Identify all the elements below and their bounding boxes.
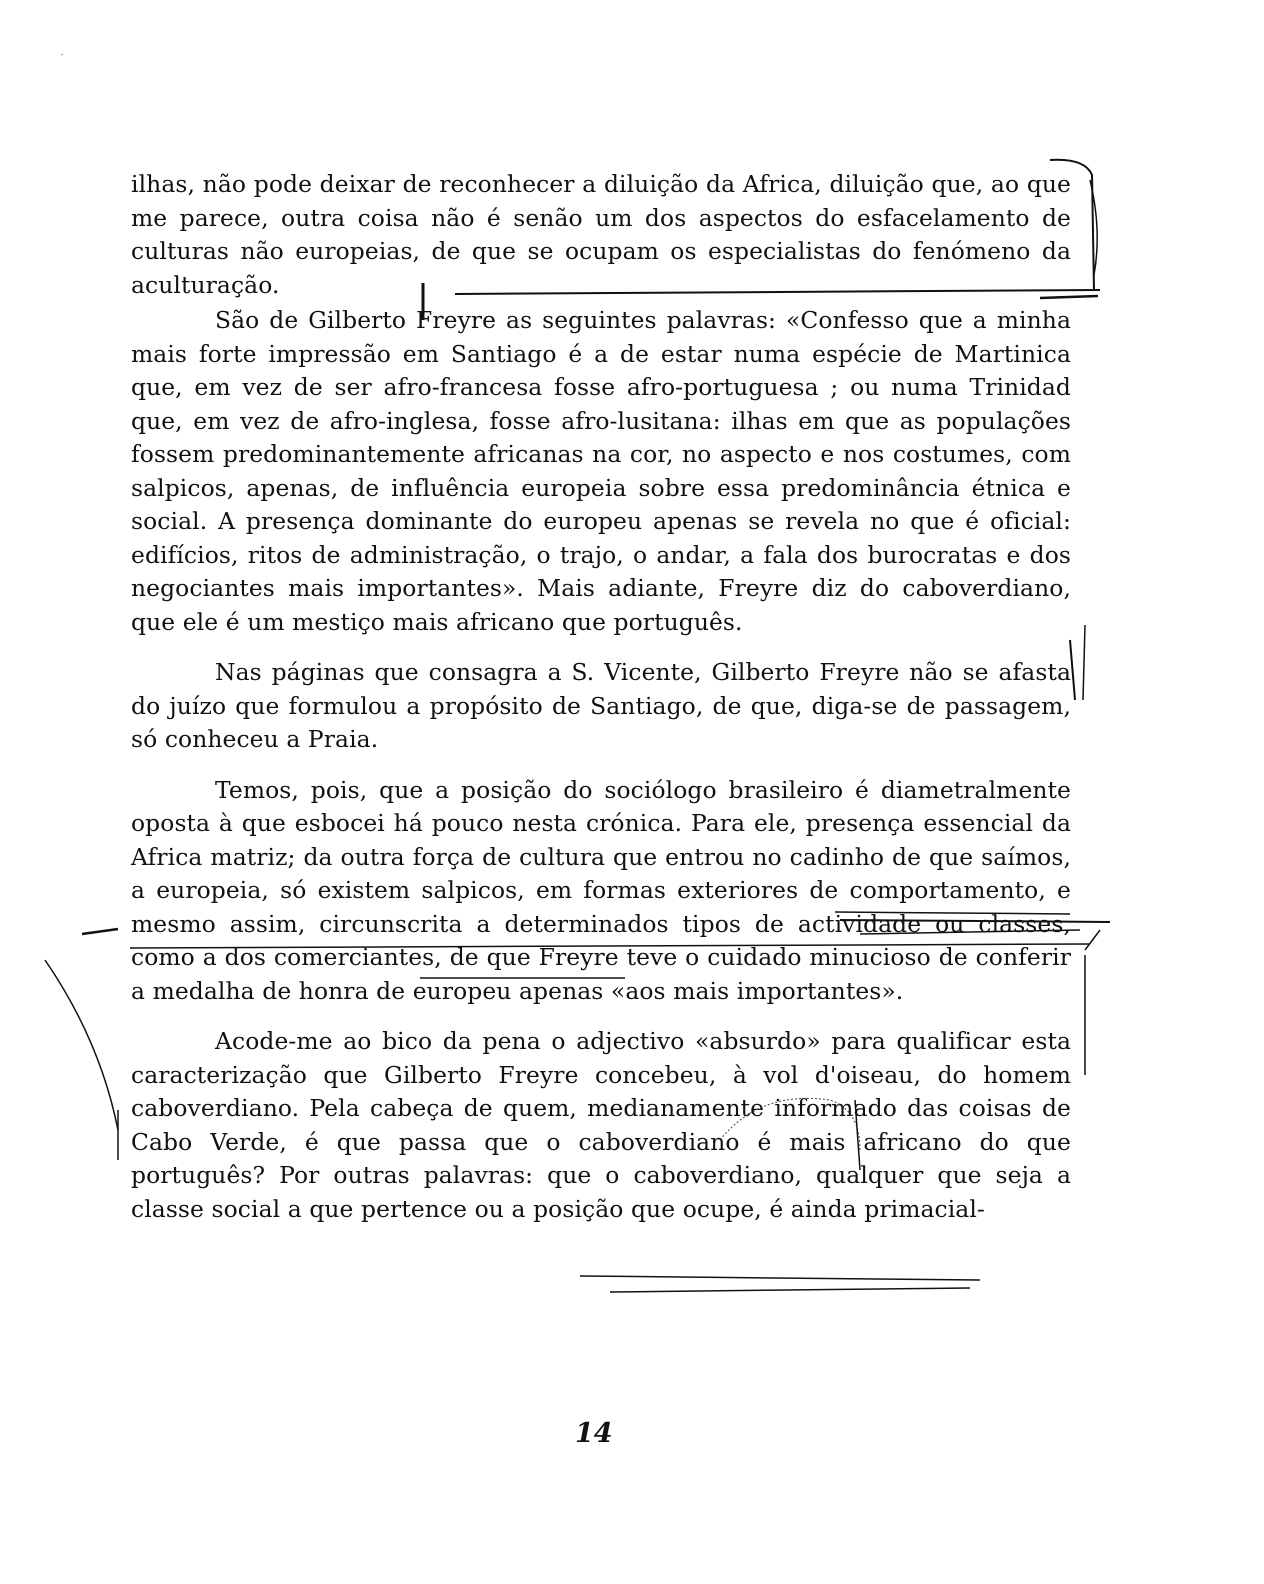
strike-cadinho xyxy=(860,930,1080,934)
paper-speck: · xyxy=(60,48,64,62)
underline-line-2 xyxy=(130,944,1090,948)
paragraph-5: Acode-me ao bico da pena o adjectivo «absurdo» para qualificar esta caracterização que Gilberto Freyre concebeu, à vol d'oiseau, do homem caboverdiano. Pela cabeça de quem, medianamente informado das coisas de Cabo Verde, é que passa que o caboverdiano é mais africano do que português? Por outras palavras: que o caboverdiano, qualquer que seja a classe social a que pertence ou a posição que ocupe, é ainda primacial- xyxy=(131,1027,1071,1223)
underline-end xyxy=(1040,296,1098,298)
right-bracket-top xyxy=(1085,930,1100,950)
paragraph-3: Nas páginas que consagra a S. Vicente, Gilberto Freyre não se afasta do juízo que formulou a propósito de Santiago, de que, diga-se de passagem, só conheceu a Praia. xyxy=(131,658,1071,753)
margin-bracket-top xyxy=(1050,160,1094,290)
left-arrow xyxy=(82,929,118,934)
paragraph-4: Temos, pois, que a posição do sociólogo brasileiro é diametralmente oposta à que esbocei há pouco nesta crónica. Para ele, presença essencial da Africa matriz; da outra força de cultura que entrou no cadinho de que saímos, a europeia, só existem salpicos, em formas exteriores de comportamento, e mesmo assim, circunscrita a determinados tipos de actividade ou classes, como a dos comerciantes, de que Freyre teve o cuidado minucioso de conferir a medalha de honra de europeu apenas «aos mais importantes». xyxy=(131,775,1071,1005)
page-number: 14 xyxy=(575,1418,613,1449)
underline-presenca-2 xyxy=(840,920,1110,922)
left-curve xyxy=(45,960,118,1130)
absurdo-line xyxy=(855,1100,860,1170)
underline-presenca xyxy=(835,912,1070,914)
underline-caboverdiano xyxy=(610,1288,970,1292)
paragraph-1: ilhas, não pode deixar de reconhecer a diluição da Africa, diluição que, ao que me parece, outra coisa não é senão um dos aspectos do esfacelamento de culturas não europeias, de que se ocupam os especialistas do fenómeno da aculturação. xyxy=(131,170,1071,299)
paragraph-2: São de Gilberto Freyre as seguintes palavras: «Confesso que a minha mais forte impressão em Santiago é a de estar numa espécie de Martinica que, em vez de ser afro-francesa fosse afro-portuguesa ; ou numa Trinidad que, em vez de afro-inglesa, fosse afro-lusitana: ilhas em que as populações fossem predominantemente africanas na cor, no aspecto e nos costumes, com salpicos, apenas, de influência europeia sobre essa predominância étnica e social. A presença dominante do europeu apenas se revela no que é oficial: edifícios, ritos de administração, o trajo, o andar, a fala dos burocratas e dos negociantes mais importantes». Mais adiante, Freyre diz do caboverdiano, que ele é um mestiço mais africano que português. xyxy=(131,306,1071,636)
underline-mais-africano xyxy=(580,1276,980,1280)
margin-line-right-2 xyxy=(1070,640,1075,700)
dotted-oval xyxy=(720,1098,860,1150)
underline-aculturacao xyxy=(455,290,1100,294)
margin-line-right xyxy=(1083,625,1085,700)
